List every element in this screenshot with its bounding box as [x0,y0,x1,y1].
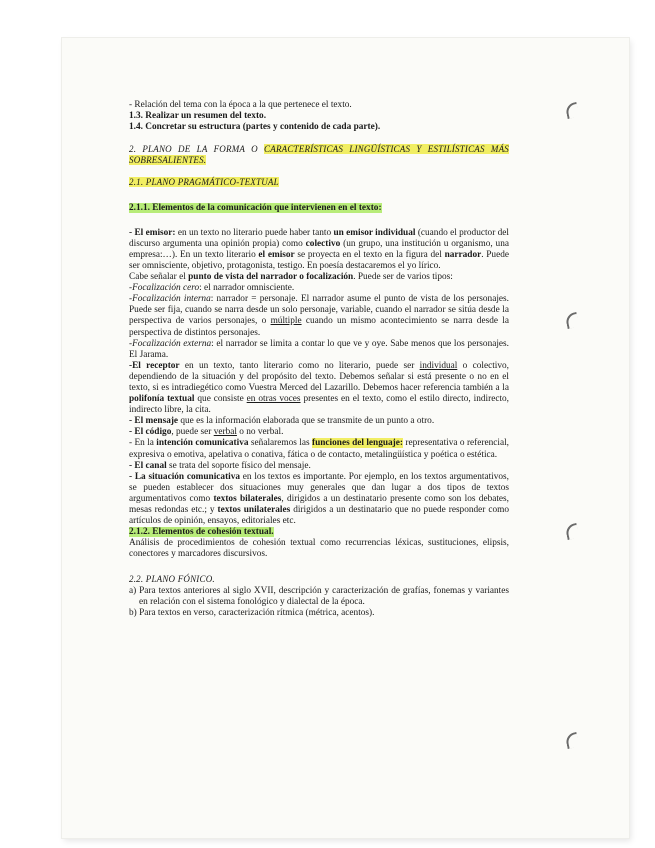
list-item: - En la intención comunicativa señalaremos las funciones del lenguaje: representativa o referencial, expresiva o emotiva, apelativa o conativa, fática o de contacto, metalingüística y poética o estética. [129,438,510,460]
section-heading: 1.4. Concretar su estructura (partes y contenido de cada parte). [129,122,381,133]
section-heading: 2. PLANO DE LA FORMA O CARACTERÍSTICAS LINGÜÍSTICAS Y ESTILÍSTICAS MÁS SOBRESALIENTES. [129,144,509,166]
list-item: -Focalización cero: el narrador omnisciente. [129,283,295,294]
list-item: a) Para textos anteriores al siglo XVII, descripción y caracterización de grafías, fonemas y variantes en relación con el sistema fonológico y dialectal de la época. [129,585,509,607]
paragraph-cohesion: Análisis de procedimientos de cohesión textual como recurrencias léxicas, sustituciones, elipsis, conectores y marcadores discursivos. [129,538,509,560]
text-line: - Relación del tema con la época a la que pertenece el texto. [129,100,352,110]
section-heading: 2.1. PLANO PRAGMÁTICO-TEXTUAL [129,177,279,188]
paragraph-receptor: -El receptor en un texto, tanto literario como no literario, puede ser individual o colectivo, dependiendo de la situación y del propósito del texto. Debemos señalar si está presente o no en el texto, si es intradiegético como Vuestra Merced del Lazarillo. Debemos hacer referencia también a la polifonía textual que consiste en otras voces presentes en el texto, como el estilo directo, indirecto, indirecto libre, la cita. [129,360,510,416]
list-item: - El código, puede ser verbal o no verbal. [129,427,284,438]
list-item: - El mensaje que es la información elaborada que se transmite de un punto a otro. [129,416,435,427]
section-heading: 2.2. PLANO FÓNICO. [129,574,215,585]
paragraph-emisor: - El emisor: en un texto no literario puede haber tanto un emisor individual (cuando el productor del discurso argumenta una opinión propia) como colectivo (un grupo, una institución u organismo, una empresa:…). En un texto literario el emisor se proyecta en el texto en la figura del narrador. Puede ser omnisciente, objetivo, protagonista, testigo. En poesía destacaremos el yo lírico. [129,227,509,271]
list-item: - El canal se trata del soporte físico del mensaje. [129,460,311,471]
section-heading: 1.3. Realizar un resumen del texto. [129,111,267,122]
list-item: -Focalización externa: el narrador se limita a contar lo que ve y oye. Sabe menos que los personajes. El Jarama. [129,338,509,360]
paragraph-situacion: - La situación comunicativa en los textos es importante. Por ejemplo, en los textos argumentativos, se pueden establecer dos situaciones muy generales que dan lugar a dos tipos de textos argumentativos como textos bilaterales, dirigidos a un destinatario presente como son los debates, mesas redondas etc.; y textos unilaterales dirigidos a un destinatario que no puede responder como artículos de opinión, ensayos, editoriales etc. [129,471,510,527]
section-heading: 2.1.1. Elementos de la comunicación que intervienen en el texto: [129,202,382,213]
document-body [129,100,509,619]
list-item: -Focalización interna: narrador = personaje. El narrador asume el punto de vista de los personajes. Puede ser fija, cuando se narra desde un solo personaje, variable, cuando el narrador se sitúa desde la perspectiva de varios personajes, o múltiple cuando un mismo acontecimiento se narra desde la perspectiva de distintos personajes. [129,294,509,338]
list-item: b) Para textos en verso, caracterización rítmica (métrica, acentos). [129,607,375,618]
section-heading: 2.1.2. Elementos de cohesión textual. [129,527,274,538]
paragraph-focalizacion: Cabe señalar el punto de vista del narrador o focalización. Puede ser de varios tipos: [129,272,453,283]
